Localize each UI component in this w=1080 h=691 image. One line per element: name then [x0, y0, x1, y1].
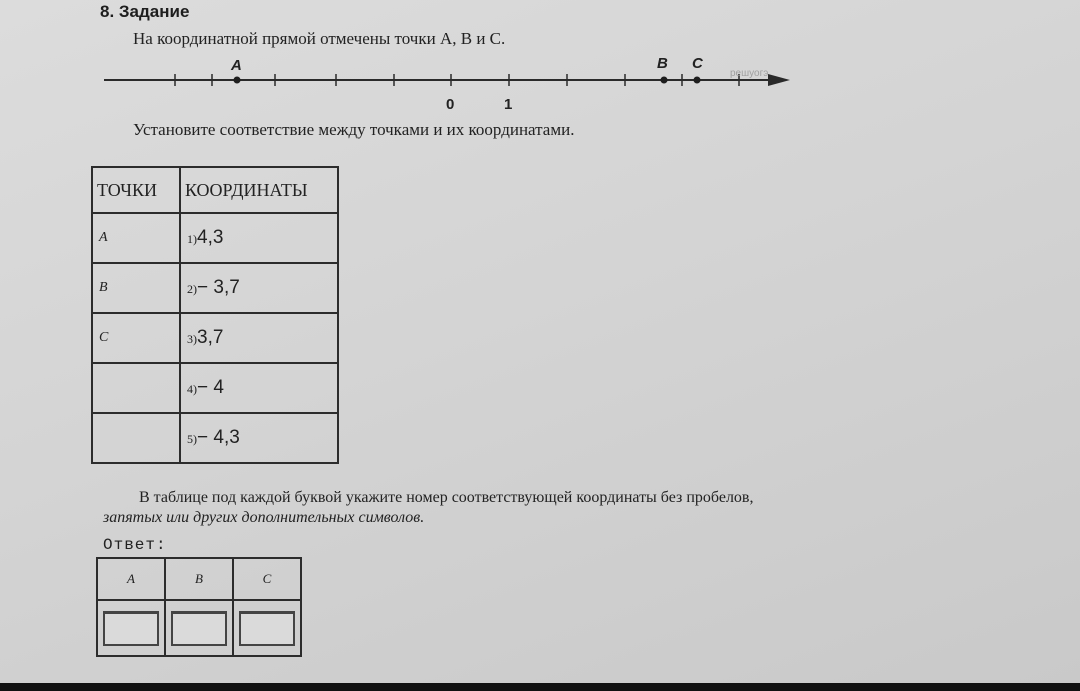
point-a-marker: [234, 77, 241, 84]
header-coordinates: КООРДИНАТЫ: [180, 167, 338, 213]
matching-table-header: [92, 167, 338, 213]
answer-cell-a[interactable]: [97, 600, 165, 656]
option-value: − 3,7: [197, 277, 240, 298]
answer-cell-c[interactable]: [233, 600, 301, 656]
tick-label-0: 0: [446, 96, 455, 113]
option-value: − 4,3: [197, 427, 240, 448]
table-row: [92, 313, 338, 363]
answer-instructions-line-2: запятых или других дополнительных символов.: [103, 509, 425, 526]
answer-column-b: B: [165, 558, 233, 600]
task-intro: На координатной прямой отмечены точки A, B и C.: [133, 29, 506, 48]
number-line: [0, 0, 1080, 140]
table-row: [92, 213, 338, 263]
point-a-label: A: [231, 57, 242, 74]
answer-instructions: [103, 488, 1013, 528]
answer-label: Ответ:: [103, 536, 167, 554]
watermark: решуогэ: [730, 68, 769, 79]
answer-table-header: [97, 558, 301, 600]
answer-cell-b[interactable]: [165, 600, 233, 656]
answer-box-c[interactable]: [239, 611, 295, 646]
coordinate-cell: [180, 263, 338, 313]
coordinate-cell: [180, 313, 338, 363]
point-cell: C: [92, 313, 180, 363]
option-number: 5): [187, 432, 197, 446]
point-cell: [92, 363, 180, 413]
answer-table: [96, 557, 302, 657]
option-number: 1): [187, 232, 197, 246]
table-row: [92, 413, 338, 463]
answer-input-row: [97, 600, 301, 656]
option-value: 3,7: [197, 327, 224, 348]
point-cell: [92, 413, 180, 463]
option-number: 3): [187, 332, 197, 346]
answer-column-a: A: [97, 558, 165, 600]
point-cell: A: [92, 213, 180, 263]
coordinate-cell: [180, 413, 338, 463]
option-value: − 4: [197, 377, 224, 398]
number-line-arrow: [768, 74, 790, 86]
answer-column-c: C: [233, 558, 301, 600]
header-points: ТОЧКИ: [92, 167, 180, 213]
answer-instructions-line-1: В таблице под каждой буквой укажите номер соответствующей координаты без пробелов,: [139, 489, 754, 506]
answer-box-b[interactable]: [171, 611, 227, 646]
matching-table: [91, 166, 339, 464]
point-b-marker: [661, 77, 668, 84]
table-row: [92, 363, 338, 413]
screen-bottom-bar: [0, 683, 1080, 691]
coordinate-cell: [180, 363, 338, 413]
option-number: 2): [187, 282, 197, 296]
option-value: 4,3: [197, 227, 224, 248]
tick-label-1: 1: [504, 96, 513, 113]
point-c-label: C: [692, 55, 703, 72]
answer-box-a[interactable]: [103, 611, 159, 646]
coordinate-cell: [180, 213, 338, 263]
point-cell: B: [92, 263, 180, 313]
task-instruction: Установите соответствие между точками и их координатами.: [133, 120, 575, 139]
table-row: [92, 263, 338, 313]
task-title: 8. Задание: [100, 2, 190, 21]
option-number: 4): [187, 382, 197, 396]
point-c-marker: [694, 77, 701, 84]
point-b-label: B: [657, 55, 668, 72]
